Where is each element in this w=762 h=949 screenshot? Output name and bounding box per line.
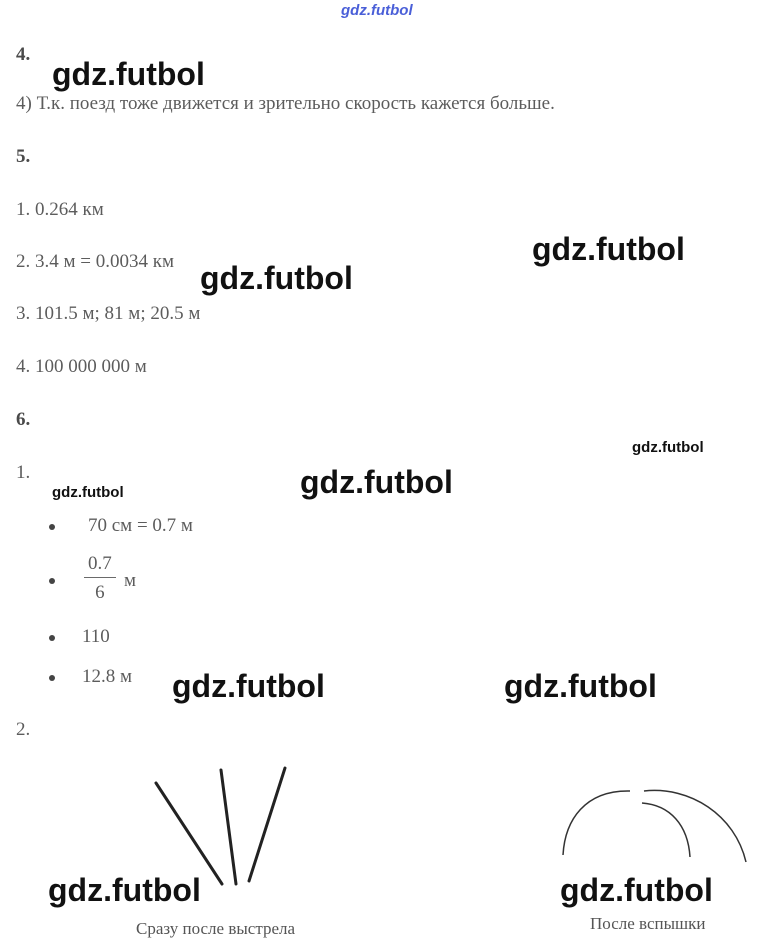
section-5-item-3: 3. 101.5 м; 81 м; 20.5 м [16, 303, 201, 324]
right-figure-caption: После вспышки [590, 914, 706, 933]
section-4-answer: 4) Т.к. поезд тоже движется и зрительно скорость кажется больше. [16, 93, 555, 114]
right-figure-arc-1 [563, 791, 630, 855]
bullet-item-4: 12.8 м [82, 666, 133, 687]
watermark-text: gdz.futbol [200, 260, 353, 296]
bullet-item-1: 70 см = 0.7 м [88, 515, 193, 536]
watermark-text: gdz.futbol [300, 464, 453, 500]
section-5-item-2: 2. 3.4 м = 0.0034 км [16, 251, 174, 272]
watermark-text: gdz.futbol [48, 872, 201, 908]
fraction-numerator: 0.7 [84, 553, 116, 578]
section-6-number: 6. [16, 409, 31, 430]
fraction-denominator: 6 [95, 582, 105, 603]
section-4-number: 4. [16, 44, 31, 65]
watermark-text: gdz.futbol [52, 56, 205, 92]
right-figure-arc-3 [642, 803, 690, 857]
right-figure-arc-2 [644, 790, 746, 862]
left-figure-line-3 [249, 768, 285, 881]
bullet-item-3: 110 [82, 626, 110, 647]
watermark-text: gdz.futbol [560, 872, 713, 908]
left-figure-lines [156, 768, 285, 884]
section-5-item-4: 4. 100 000 000 м [16, 356, 147, 377]
left-figure-caption: Сразу после выстрела [136, 919, 296, 938]
section-6-part-1-label: 1. [16, 462, 31, 483]
section-6-part-2-label: 2. [16, 719, 31, 740]
watermark-text: gdz.futbol [504, 668, 657, 704]
right-figure-arcs [563, 790, 746, 862]
left-figure-line-1 [156, 783, 222, 884]
left-figure-line-2 [221, 770, 236, 884]
watermark-text: gdz.futbol [52, 484, 124, 501]
watermark-text: gdz.futbol [172, 668, 325, 704]
watermark-text: gdz.futbol [632, 439, 704, 456]
section-5-number: 5. [16, 146, 31, 167]
fraction-unit: м [124, 570, 137, 591]
section-5-item-1: 1. 0.264 км [16, 199, 104, 220]
watermark-text: gdz.futbol [532, 231, 685, 267]
top-watermark: gdz.futbol [341, 2, 413, 19]
